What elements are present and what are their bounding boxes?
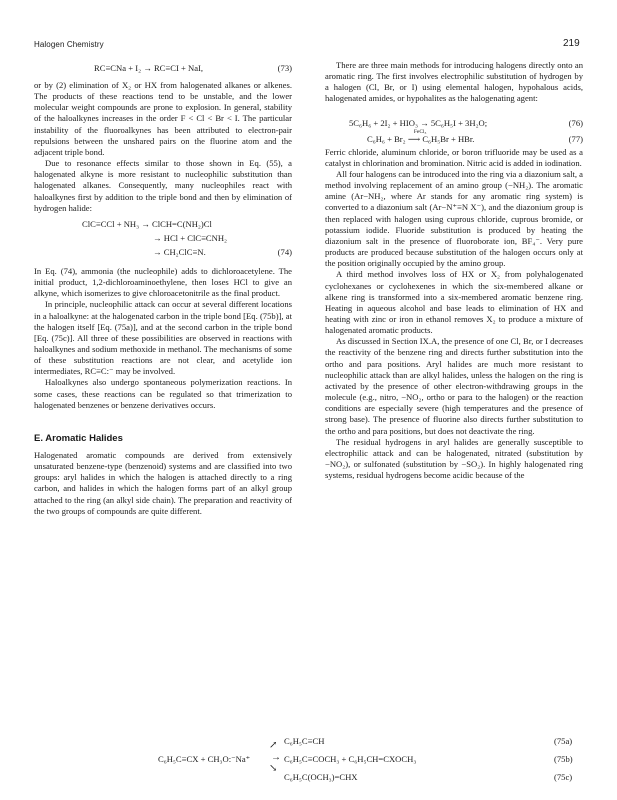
left-paragraph-4: In principle, nucleophilic attack can occur at several different locations in a haloalkyne: at the halogenated carbon in the triple bond [Eq. (75b)], at the halogen itself [Eq. (75a)], and at the second carbon in the triple bond [Eq. (75c)]. All three of these possibilities are observed in reactions with haloalkynes and sodium methoxide in methanol. The mechanisms of some of these substitution reactions are not clear, and acetylide ion intermediates, RC≡C:⁻ may be involved.: [34, 299, 292, 377]
left-column: [34, 60, 292, 517]
equation-77-left: C₆H₆ + Br₂: [367, 133, 406, 144]
equation-75-reactant: C₆H₅C≡CX + CH₃O:⁻Na⁺: [158, 754, 251, 764]
equation-74-number: (74): [277, 246, 292, 257]
equation-77-number: (77): [568, 133, 583, 144]
equation-73-body: RC≡CNa + I₂ → RC≡CI + NaI,: [94, 63, 204, 73]
equation-75c-label: (75c): [554, 772, 573, 782]
equation-74-line-1: ClC≡CCl + NH₃ → ClCH=C(NH₂)Cl: [82, 218, 212, 229]
arrow-down-icon: ↘: [269, 763, 278, 774]
right-paragraph-3: All four halogens can be introduced into the ring via a diazonium salt, a method involving replacement of an amino group (−NH₂). The aromatic amine (Ar−NH₂, where Ar stands for any aromatic ring system) is converted to a diazonium salt (Ar−N⁺≡N X⁻), and the diazonium group is then replaced with halogen using cuprous chloride, cuprous bromide, or potassium iodide. Fluoride substitution is produced by heating the diazonium salt in the presence of fluoroborate ion, BF₄⁻. Very pure products are produced because substitution of the halogen occurs only at the position originally occupied by the amino group.: [325, 168, 583, 269]
section-spacer: [34, 411, 292, 423]
equation-75a-label: (75a): [554, 736, 573, 746]
equation-76-body: 5C₆H₆ + 2I₂ + HIO₃ → 5C₆H₅I + 3H₂O;: [349, 117, 488, 128]
equation-75: [34, 736, 583, 790]
equation-73-number: (73): [277, 63, 292, 73]
equations-76-77: [325, 105, 583, 147]
section-heading: E. Aromatic Halides: [34, 432, 123, 444]
equation-74-line-2: → HCl + ClC≡CNH₂: [153, 232, 228, 243]
left-paragraph-6: Halogenated aromatic compounds are derived from extensively unsaturated benzene-type (benzenoid) systems and are classified into two groups: aryl halides in which the halogen is attached directly to a ring carbon, and halides in which the halogen forms part of an alkyl group attached to the ring (an alkyl side chain). The preparation and reactivity of the two groups of compounds are quite different.: [34, 449, 292, 516]
equation-75b-product: C₆H₅C≡COCH₃ + C₆H₅CH=CXOCH₃: [284, 754, 417, 764]
left-paragraph-3: In Eq. (74), ammonia (the nucleophile) adds to dichloroacetylene. The initial product, 1,2-dichloroaminoethylene, then loses HCl to give an alkyne, which isomerizes to give chloroacetonitrile as the final product.: [34, 265, 292, 299]
equation-75c-product: C₆H₅C(OCH₃)=CHX: [284, 772, 358, 782]
right-paragraph-5: As discussed in Section IX.A, the presence of one Cl, Br, or I decreases the reactivity of the benzene ring and directs further substitution into the ortho and para positions. Aryl halides are much more resistant to nucleophilic attack than are alkyl halides, unless the halogen on the ring is activated by the presence of other electron-withdrawing groups in the molecule (e.g., nitro, −NO₂, ortho or para to the halogen) or the reaction conditions are especially severe (high temperatures and the presence of strong base). The presence of fluorine also directs further substitution to the ortho and para positions, but does not deactivate the ring.: [325, 336, 583, 436]
right-paragraph-1: There are three main methods for introducing halogens directly onto an aromatic ring. The first involves electrophilic substitution of hydrogen by a halogen (Cl, Br, or I) using elemental halogen, hypohalous acids, halogenated amides, or hypohalites as the halogenating agent:: [325, 60, 583, 104]
left-paragraph-1: or by (2) elimination of X₂ or HX from halogenated alkanes or alkenes. The products of these reactions tend to be unstable, and the lower molecular weight compounds are prone to explosion. In general, stability of the haloalkynes increases in the order F < Cl < Br < I. The particular instability of the fluoroalkynes has been attributed to electron-pair repulsions between the unshared pairs on the fluorine atom and the adjacent triple bond.: [34, 80, 292, 157]
right-paragraph-4: A third method involves loss of HX or X₂ from polyhalogenated cyclohexanes or cyclohexenes in which the six-membered alkane or alkene ring is transformed into a six-membered aromatic benzene ring. Heating in aqueous alcohol and base leads to elimination of HX and heating with zinc or iron in ethanol removes X₂ to produce a mixture of halogenated aromatic products.: [325, 269, 583, 336]
left-paragraph-5: Haloalkynes also undergo spontaneous polymerization reactions. In some cases, these reactions can be regulated so that trimerization to halogenated benzenes or benzene derivatives occurs.: [34, 377, 292, 410]
equation-75b-label: (75b): [554, 754, 573, 764]
equation-75a-product: C₆H₅C≡CH: [284, 736, 325, 746]
right-paragraph-2: Ferric chloride, aluminum chloride, or boron trifluoride may be used as a catalyst in chlorination and bromination. Nitric acid is added in iodination.: [325, 146, 583, 168]
equation-76-number: (76): [568, 117, 583, 128]
equation-74-line-3: → CH₂ClC≡N.: [153, 246, 206, 257]
equation-77-arrow: FeCl₃ ⟶: [408, 133, 420, 145]
arrow-up-icon: ↗: [269, 740, 278, 751]
left-paragraph-2: Due to resonance effects similar to those shown in Eq. (55), a halogenated alkyne is more resistant to nucleophilic substitution than halogenated alkanes. Consequently, many nucleophiles react with haloalkynes first by addition to the triple bond and then by elimination of hydrogen halide:: [34, 158, 292, 213]
equation-77-catalyst: FeCl₃: [413, 128, 427, 135]
right-paragraph-6: The residual hydrogens in aryl halides are generally susceptible to electrophilic attack and can be halogenated, nitrated (substitution by −NO₂), or sulfonated (substitution by −SO₂). In highly halogenated ring systems, residual hydrogens become acidic because of the: [325, 436, 583, 481]
running-head: Halogen Chemistry: [34, 40, 104, 49]
page-number: 219: [563, 38, 580, 49]
equation-77-body: [367, 128, 475, 145]
equation-74: [34, 214, 292, 266]
arrow-right-icon: →: [271, 752, 281, 763]
right-column: [325, 60, 583, 481]
equation-73: [34, 60, 292, 80]
equation-77-right: C₆H₅Br + HBr.: [422, 133, 475, 144]
